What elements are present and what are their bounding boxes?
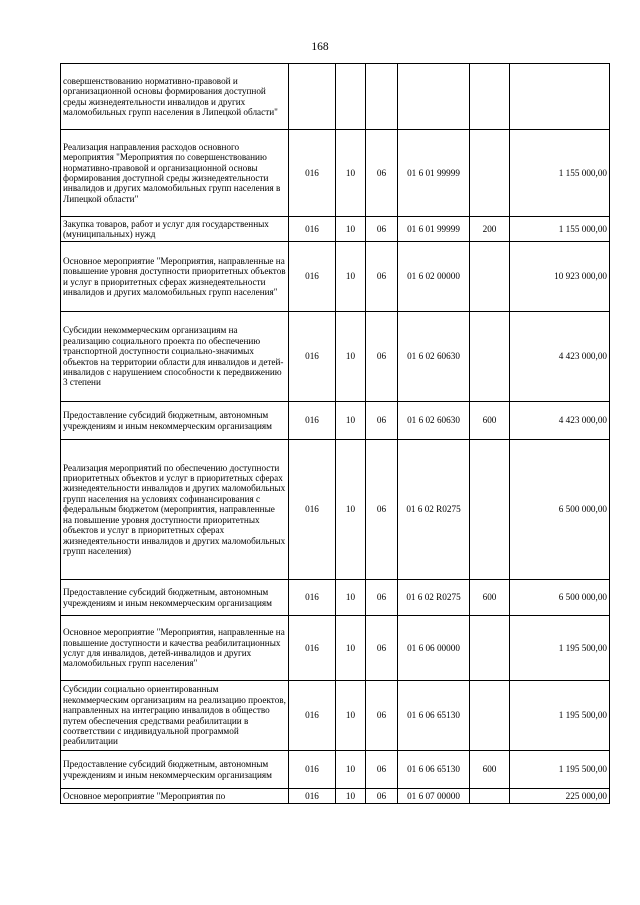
expense-type-cell: 200 [470,217,510,242]
admin-code-cell: 016 [289,616,336,681]
page-number: 168 [311,41,329,53]
row-name-cell: совершенствованию нормативно-правовой и организационной основы формирования доступной среды жизнедеятельности инвалидов и других маломобильных групп населения в Липецкой области" [61,64,289,130]
admin-code-cell: 016 [289,402,336,440]
section-code-cell: 10 [336,242,366,312]
section-code-cell: 10 [336,751,366,789]
expense-type-cell [470,130,510,217]
subsection-code-cell: 06 [366,242,398,312]
section-code-cell: 10 [336,616,366,681]
subsection-code-cell: 06 [366,130,398,217]
expense-type-cell [470,64,510,130]
table-row [61,616,610,681]
subsection-code-cell: 06 [366,751,398,789]
admin-code-cell: 016 [289,580,336,616]
table-row [61,789,610,804]
expense-type-cell: 600 [470,751,510,789]
subsection-code-cell: 06 [366,312,398,402]
row-name-cell: Предоставление субсидий бюджетным, автономным учреждениям и иным некоммерческим организациям [61,751,289,789]
expense-type-cell [470,242,510,312]
table-row [61,681,610,751]
subsection-code-cell [366,64,398,130]
row-name-cell: Закупка товаров, работ и услуг для государственных (муниципальных) нужд [61,217,289,242]
amount-cell: 1 155 000,00 [510,217,610,242]
row-name-cell: Предоставление субсидий бюджетным, автономным учреждениям и иным некоммерческим организациям [61,402,289,440]
amount-cell: 6 500 000,00 [510,580,610,616]
row-name-cell: Основное мероприятие "Мероприятия, направленные на повышение уровня доступности приоритетных объектов и услуг в приоритетных сферах жизнедеятельности инвалидов и других маломобильных групп населения" [61,242,289,312]
admin-code-cell: 016 [289,751,336,789]
row-name-cell: Реализация мероприятий по обеспечению доступности приоритетных объектов и услуг в приоритетных сферах жизнедеятельности инвалидов и других маломобильных групп населения на условиях софинансирования с федеральным бюджетом (мероприятия, направленные на повышение уровня доступности приоритетных объектов и услуг в приоритетных сферах жизнедеятельности инвалидов и других маломобильных групп населения) [61,440,289,580]
row-name-cell: Предоставление субсидий бюджетным, автономным учреждениям и иным некоммерческим организациям [61,580,289,616]
target-article-cell: 01 6 01 99999 [398,130,470,217]
table-row [61,402,610,440]
target-article-cell: 01 6 06 00000 [398,616,470,681]
target-article-cell: 01 6 02 R0275 [398,580,470,616]
target-article-cell: 01 6 02 00000 [398,242,470,312]
table-row [61,580,610,616]
subsection-code-cell: 06 [366,681,398,751]
row-name-cell: Основное мероприятие "Мероприятия по [61,789,289,804]
amount-cell: 1 195 500,00 [510,616,610,681]
amount-cell: 1 195 500,00 [510,681,610,751]
subsection-code-cell: 06 [366,440,398,580]
expense-type-cell: 600 [470,402,510,440]
target-article-cell: 01 6 02 60630 [398,402,470,440]
admin-code-cell: 016 [289,242,336,312]
row-name-cell: Реализация направления расходов основного мероприятия "Мероприятия по совершенствованию нормативно-правовой и организационной основы формирования доступной среды жизнедеятельности инвалидов и других маломобильных групп населения в Липецкой области" [61,130,289,217]
budget-table-body [61,64,610,804]
target-article-cell: 01 6 01 99999 [398,217,470,242]
target-article-cell [398,64,470,130]
admin-code-cell: 016 [289,681,336,751]
expense-type-cell [470,789,510,804]
section-code-cell: 10 [336,130,366,217]
table-row [61,217,610,242]
admin-code-cell: 016 [289,130,336,217]
amount-cell: 1 195 500,00 [510,751,610,789]
section-code-cell: 10 [336,402,366,440]
table-row [61,440,610,580]
section-code-cell: 10 [336,440,366,580]
target-article-cell: 01 6 06 65130 [398,751,470,789]
row-name-cell: Субсидии социально ориентированным некоммерческим организациям на реализацию проектов, направленных на интеграцию инвалидов в общество путем обеспечения средствами реабилитации в соответствии с индивидуальной программой реабилитации [61,681,289,751]
admin-code-cell [289,64,336,130]
table-row [61,312,610,402]
admin-code-cell: 016 [289,312,336,402]
amount-cell: 1 155 000,00 [510,130,610,217]
section-code-cell: 10 [336,312,366,402]
amount-cell: 4 423 000,00 [510,312,610,402]
subsection-code-cell: 06 [366,789,398,804]
table-row [61,242,610,312]
amount-cell: 225 000,00 [510,789,610,804]
target-article-cell: 01 6 02 R0275 [398,440,470,580]
target-article-cell: 01 6 07 00000 [398,789,470,804]
expense-type-cell [470,681,510,751]
row-name-cell: Основное мероприятие "Мероприятия, направленные на повышение доступности и качества реабилитационных услуг для инвалидов, детей-инвалидов и других маломобильных групп населения" [61,616,289,681]
section-code-cell [336,64,366,130]
subsection-code-cell: 06 [366,402,398,440]
target-article-cell: 01 6 06 65130 [398,681,470,751]
section-code-cell: 10 [336,789,366,804]
amount-cell: 4 423 000,00 [510,402,610,440]
budget-table [60,63,610,804]
table-row [61,130,610,217]
amount-cell [510,64,610,130]
amount-cell: 6 500 000,00 [510,440,610,580]
expense-type-cell [470,440,510,580]
expense-type-cell: 600 [470,580,510,616]
admin-code-cell: 016 [289,217,336,242]
expense-type-cell [470,616,510,681]
table-row [61,751,610,789]
subsection-code-cell: 06 [366,217,398,242]
subsection-code-cell: 06 [366,580,398,616]
target-article-cell: 01 6 02 60630 [398,312,470,402]
amount-cell: 10 923 000,00 [510,242,610,312]
expense-type-cell [470,312,510,402]
subsection-code-cell: 06 [366,616,398,681]
section-code-cell: 10 [336,681,366,751]
section-code-cell: 10 [336,217,366,242]
section-code-cell: 10 [336,580,366,616]
admin-code-cell: 016 [289,789,336,804]
table-row [61,64,610,130]
row-name-cell: Субсидии некоммерческим организациям на реализацию социального проекта по обеспечению транспортной доступности социально-значимых объектов на территории области для инвалидов и детей-инвалидов с нарушением способности к передвижению 3 степени [61,312,289,402]
admin-code-cell: 016 [289,440,336,580]
